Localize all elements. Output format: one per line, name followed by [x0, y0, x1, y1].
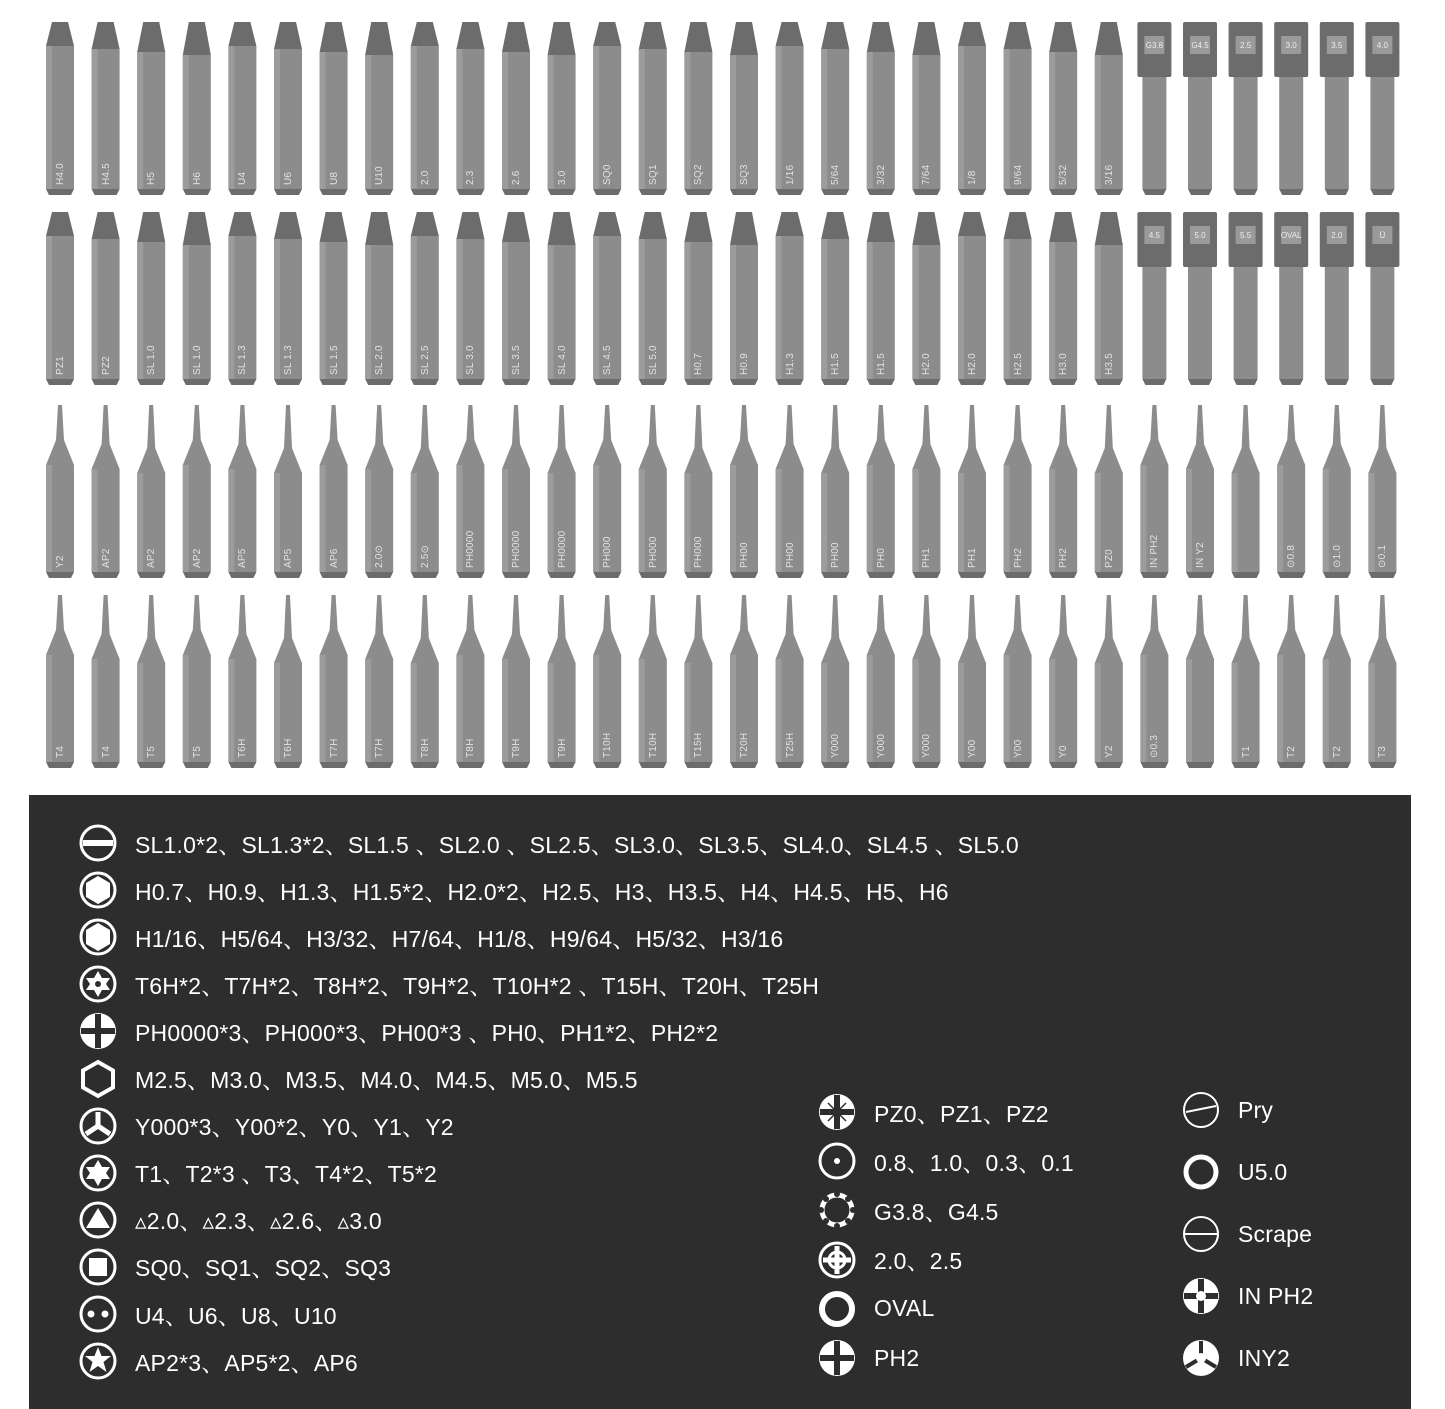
- legend-row: [78, 1011, 718, 1051]
- cross-circle-icon: [817, 1240, 857, 1280]
- bit: [1368, 595, 1396, 768]
- legend-row: [817, 1092, 1049, 1132]
- u-icon: [78, 1294, 118, 1334]
- bit-label: T5: [146, 745, 158, 758]
- bit-label: AP5: [283, 548, 294, 568]
- legend-row: [78, 1341, 358, 1381]
- sleeve-label: 4.5: [1148, 231, 1160, 240]
- bit-label: U6: [283, 171, 294, 185]
- bit-label: 2.0⊙: [374, 544, 386, 568]
- legend-row: [78, 1153, 437, 1193]
- bit-label: U8: [328, 171, 340, 185]
- bit-label: T4: [55, 745, 66, 758]
- sleeve-label: G3.8: [1145, 41, 1164, 50]
- bit: [1186, 595, 1214, 768]
- legend-text: H0.7、H0.9、H1.3、H1.5*2、H2.0*2、H2.5、H3、H3.5、H4、H4.5、H5、H6: [135, 878, 949, 905]
- bit-label: Y0: [1058, 745, 1070, 758]
- bit-label: U10: [374, 166, 386, 185]
- bit: [46, 595, 74, 768]
- bit-label: SL 5.0: [647, 345, 659, 375]
- legend-row: [78, 1200, 382, 1240]
- bit-label: H1.3: [784, 353, 796, 375]
- bit-label: SQ3: [739, 164, 750, 185]
- bit: [1232, 405, 1260, 578]
- hex-socket-icon: [78, 1059, 118, 1099]
- bit-label: 3/16: [1103, 164, 1115, 185]
- bit-label: H0.9: [739, 353, 750, 375]
- torx-icon: [78, 1153, 118, 1193]
- hex-icon: [78, 870, 118, 910]
- legend-row: [817, 1141, 1074, 1181]
- bit-label: H0.7: [693, 353, 705, 375]
- bit-label: SL 2.0: [374, 345, 386, 375]
- bit-label: T10H: [602, 732, 614, 758]
- bit-label: AP2: [100, 548, 112, 568]
- triangle-icon: [78, 1200, 118, 1240]
- bit: [1274, 212, 1308, 385]
- sleeve-label: 2.5: [1240, 41, 1252, 50]
- sleeve-label: 2.0: [1331, 231, 1343, 240]
- bit: [1183, 212, 1217, 385]
- bit-label: ⊙0.8: [1286, 544, 1298, 568]
- bit-label: T7H: [328, 738, 340, 758]
- legend-text: 2.0、2.5: [874, 1248, 963, 1275]
- bit-label: T3: [1377, 745, 1389, 758]
- bit-label: T2: [1331, 745, 1343, 758]
- bit-label: T10H: [647, 732, 659, 758]
- bit-label: 9/64: [1012, 164, 1024, 185]
- legend-row: [78, 870, 949, 910]
- bit-label: IN PH2: [1149, 534, 1161, 568]
- legend-text: PH2: [874, 1344, 920, 1371]
- bit-label: AP2: [146, 548, 158, 568]
- bit-label: SQ2: [693, 164, 705, 185]
- legend-row: [817, 1190, 999, 1230]
- bit-label: PZ0: [1103, 549, 1115, 568]
- bit-label: 5/32: [1058, 164, 1070, 185]
- bit-label: 5/64: [830, 164, 842, 185]
- bit-label: SL 1.3: [237, 345, 249, 375]
- legend-panel: [29, 795, 1411, 1409]
- bit-label: H1.5: [875, 353, 887, 375]
- hex-icon: [78, 917, 118, 957]
- ring-icon: [1181, 1152, 1221, 1192]
- bit-label: H2.5: [1012, 353, 1024, 375]
- legend-text: ▵2.0、▵2.3、▵2.6、▵3.0: [135, 1208, 382, 1235]
- pin-icon: [817, 1141, 857, 1181]
- bit-label: PH1: [967, 547, 978, 568]
- bit: [1229, 22, 1263, 195]
- bit-label: T8H: [419, 738, 431, 758]
- bit-label: SL 4.0: [556, 345, 568, 375]
- sleeve-label: G4.5: [1191, 41, 1209, 50]
- bit-label: H5: [146, 171, 158, 185]
- bit: [320, 22, 348, 195]
- legend-text: Pry: [1238, 1096, 1274, 1123]
- bit-label: PH2: [1012, 547, 1024, 568]
- bit: [1323, 595, 1351, 768]
- bit-label: T2: [1286, 745, 1298, 758]
- bit-label: PH000: [647, 536, 659, 568]
- bit-label: PH1: [921, 547, 933, 568]
- bit-label: Y00: [1012, 739, 1024, 758]
- bit: [1229, 212, 1263, 385]
- bit-label: 1/8: [967, 170, 978, 185]
- bit-label: Y2: [1103, 745, 1115, 758]
- sleeve-label: 5.0: [1194, 231, 1206, 240]
- legend-text: T6H*2、T7H*2、T8H*2、T9H*2、T10H*2 、T15H、T20H、T25H: [135, 972, 820, 999]
- bit: [1274, 22, 1308, 195]
- bit: [1049, 595, 1077, 768]
- bit-label: H3.5: [1103, 353, 1115, 375]
- bit-label: T7H: [374, 738, 386, 758]
- oval-icon: [817, 1289, 857, 1329]
- bit-label: SL 1.3: [283, 345, 294, 375]
- bit-label: T4: [100, 745, 112, 758]
- bit-label: PH00: [784, 542, 796, 568]
- bit-label: H4.5: [100, 163, 112, 185]
- bit-label: H2.0: [967, 353, 978, 375]
- bit-label: PH0000: [465, 530, 477, 568]
- bit: [1277, 595, 1305, 768]
- bit-label: H4.0: [55, 163, 66, 185]
- legend-text: Scrape: [1238, 1220, 1313, 1247]
- phillips-icon: [817, 1338, 857, 1378]
- sleeve-label: 4.0: [1376, 41, 1388, 50]
- bit-label: 1/16: [784, 164, 796, 185]
- bit: [137, 22, 165, 195]
- legend-text: PH0000*3、PH000*3、PH00*3 、PH0、PH1*2、PH2*2: [135, 1019, 719, 1046]
- bit-label: SL 2.5: [419, 345, 431, 375]
- bit-label: SL 3.5: [511, 345, 522, 375]
- legend-text: INY2: [1238, 1344, 1290, 1371]
- bit-label: H3.0: [1058, 353, 1070, 375]
- sleeve-label: 5.5: [1240, 231, 1252, 240]
- sleeve-label: Ü: [1379, 231, 1386, 240]
- legend-row: [78, 964, 819, 1004]
- legend-row: [1181, 1276, 1313, 1316]
- sleeve-label: 3.0: [1285, 41, 1297, 50]
- bit: [1365, 22, 1399, 195]
- bit-label: SQ0: [602, 164, 614, 185]
- bit-label: T8H: [465, 738, 477, 758]
- bit-label: T25H: [784, 732, 796, 758]
- bit-label: H1.5: [830, 353, 842, 375]
- bit: [183, 22, 211, 195]
- bit-label: 2.0: [419, 170, 431, 185]
- bit-label: Y2: [55, 555, 66, 568]
- bit: [1137, 22, 1171, 195]
- bit: [228, 22, 256, 195]
- bit: [46, 405, 74, 578]
- torx-hole-icon: [78, 964, 118, 1004]
- tri-wing-icon: [78, 1106, 118, 1146]
- legend-row: [817, 1240, 962, 1280]
- gear-socket-icon: [817, 1190, 857, 1230]
- legend-text: T1、T2*3 、T3、T4*2、T5*2: [135, 1161, 438, 1188]
- bit-label: ⊙1.0: [1331, 544, 1343, 568]
- legend-text: SQ0、SQ1、SQ2、SQ3: [135, 1255, 392, 1282]
- legend-text: SL1.0*2、SL1.3*2、SL1.5 、SL2.0 、SL2.5、SL3.0、SL3.5、SL4.0、SL4.5 、SL5.0: [135, 831, 1019, 858]
- bit-label: PH2: [1058, 547, 1070, 568]
- legend-text: M2.5、M3.0、M3.5、M4.0、M4.5、M5.0、M5.5: [135, 1067, 638, 1093]
- slot-icon: [78, 823, 118, 863]
- legend-row: [1181, 1090, 1273, 1130]
- legend-text: U5.0: [1238, 1158, 1288, 1185]
- bit-label: T9H: [556, 738, 568, 758]
- bit: [183, 595, 211, 768]
- pry-icon: [1181, 1090, 1221, 1130]
- bit-label: T1: [1240, 745, 1252, 758]
- bit-label: SL 1.0: [146, 345, 158, 375]
- bit-label: ⊙0.1: [1377, 544, 1389, 568]
- bit-label: 3.0: [556, 170, 568, 185]
- bit: [1183, 22, 1217, 195]
- bit: [1320, 212, 1354, 385]
- legend-text: OVAL: [874, 1295, 935, 1322]
- bit-label: SQ1: [647, 164, 659, 185]
- bit-label: T15H: [693, 732, 705, 758]
- legend-text: U4、U6、U8、U10: [135, 1302, 337, 1329]
- legend-row: [817, 1338, 919, 1378]
- bit-label: IN Y2: [1195, 542, 1206, 568]
- legend-text: G3.8、G4.5: [874, 1198, 999, 1225]
- bit-label: T20H: [739, 732, 750, 758]
- bit-label: PH0: [875, 547, 887, 568]
- legend-text: H1/16、H5/64、H3/32、H7/64、H1/8、H9/64、H5/32、H3/16: [135, 925, 784, 952]
- bit-label: 2.3: [465, 170, 477, 185]
- bit: [1137, 212, 1171, 385]
- legend-text: Y000*3、Y00*2、Y0、Y1、Y2: [135, 1114, 454, 1141]
- bit-label: T5: [191, 745, 203, 758]
- bit-label: U4: [237, 171, 249, 185]
- bit-label: PH0000: [556, 530, 568, 568]
- bit: [1095, 595, 1123, 768]
- bit-label: H2.0: [921, 353, 933, 375]
- bit-label: SL 4.5: [602, 345, 614, 375]
- bit-label: T6H: [237, 738, 249, 758]
- bit-label: ⊙0.3: [1149, 734, 1161, 758]
- bit-label: AP6: [328, 548, 340, 568]
- bit-label: PH00: [739, 542, 750, 568]
- bit-label: 3/32: [875, 164, 887, 185]
- pentalobe-icon: [78, 1341, 118, 1381]
- bit-label: PH00: [830, 542, 842, 568]
- sleeve-label: 3.5: [1331, 41, 1343, 50]
- bit-label: Y00: [967, 739, 978, 758]
- phillips-icon: [78, 1011, 118, 1051]
- legend-row: [817, 1289, 934, 1329]
- bit: [137, 595, 165, 768]
- legend-text: AP2*3、AP5*2、AP6: [135, 1349, 358, 1376]
- legend-text: IN PH2: [1238, 1282, 1314, 1309]
- legend-row: [78, 1247, 391, 1287]
- legend-row: [1181, 1214, 1312, 1254]
- bit-label: PH0000: [511, 530, 522, 568]
- legend-row: [1181, 1152, 1287, 1192]
- bit-label: SL 1.5: [328, 345, 340, 375]
- bit: [1232, 595, 1260, 768]
- bit-label: Y000: [921, 733, 933, 758]
- bit: [1365, 212, 1399, 385]
- legend-row: [78, 1294, 337, 1334]
- bit-label: Y000: [830, 733, 842, 758]
- scrape-icon: [1181, 1214, 1221, 1254]
- bit-label: SL 1.0: [191, 345, 203, 375]
- bit-label: T6H: [283, 738, 294, 758]
- bit-label: AP5: [237, 548, 249, 568]
- bit-label: PZ1: [55, 356, 66, 375]
- in-ph2-icon: [1181, 1276, 1221, 1316]
- iny2-icon: [1181, 1338, 1221, 1378]
- bit-label: AP2: [191, 548, 203, 568]
- bit-label: PZ2: [100, 356, 112, 375]
- legend-row: [78, 917, 783, 957]
- bit-label: T9H: [511, 738, 522, 758]
- bit: [92, 595, 120, 768]
- legend-text: 0.8、1.0、0.3、0.1: [874, 1149, 1074, 1176]
- square-icon: [78, 1247, 118, 1287]
- pozidriv-icon: [817, 1092, 857, 1132]
- sleeve-label: OVAL: [1280, 231, 1302, 240]
- bit-label: 2.5⊙: [419, 544, 431, 568]
- bit-label: Y000: [875, 733, 887, 758]
- bit-label: SL 3.0: [465, 345, 477, 375]
- bit-label: 2.6: [511, 170, 522, 185]
- bit-label: PH000: [602, 536, 614, 568]
- bit-label: H6: [191, 171, 203, 185]
- legend-row: [78, 823, 1019, 863]
- legend-row: [1181, 1338, 1290, 1378]
- bit-label: 7/64: [921, 164, 933, 185]
- bit: [274, 22, 302, 195]
- bit-label: PH000: [693, 536, 705, 568]
- bit: [1320, 22, 1354, 195]
- legend-text: PZ0、PZ1、PZ2: [874, 1100, 1049, 1127]
- legend-row: [78, 1059, 638, 1099]
- legend-row: [78, 1106, 454, 1146]
